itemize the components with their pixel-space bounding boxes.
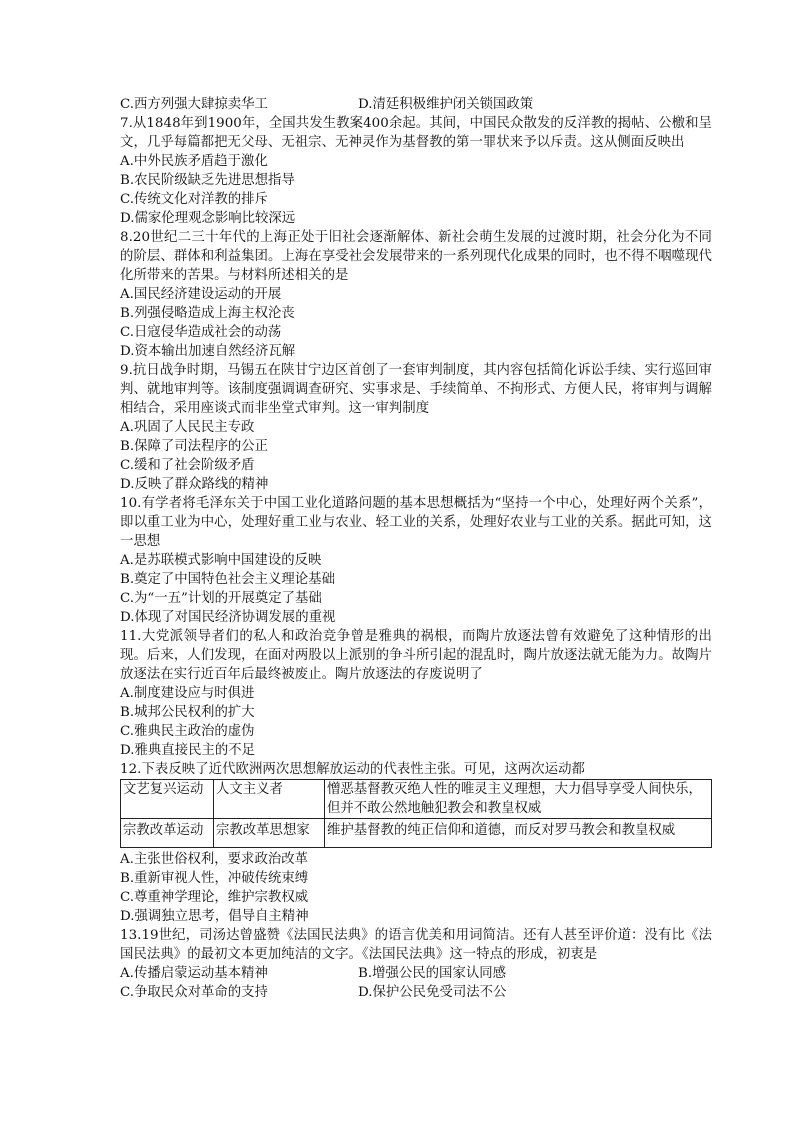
question-8	[120, 228, 712, 361]
option-b: B.重新审视人性，冲破传统束缚	[120, 871, 309, 886]
question-stem: 10.有学者将毛泽东关于中国工业化道路问题的基本思想概括为“坚持一个中心，处理好两个关系”，即以重工业为中心，处理好重工业与农业、轻工业的关系，处理好农业与工业的关系。据此可知，这一思想	[120, 496, 712, 549]
question-10	[120, 494, 712, 627]
question-11	[120, 627, 712, 760]
table-cell: 憎恶基督教灭绝人性的唯灵主义理想，大力倡导享受人间快乐，但并不敢公然地触犯教会和教皇权威	[325, 780, 712, 819]
exam-page	[120, 95, 712, 1002]
option-a: A.巩固了人民民主专政	[120, 420, 255, 435]
option-a: A.制度建设应与时俱进	[120, 686, 255, 701]
option-c: C.尊重神学理论，维护宗教权威	[120, 890, 309, 905]
option-d: D.体现了对国民经济协调发展的重视	[120, 610, 336, 625]
option-c: C.缓和了社会阶级矛盾	[120, 458, 255, 473]
option-c: C.西方列强大肆掠卖华工	[120, 97, 268, 112]
option-d: D.反映了群众路线的精神	[120, 477, 269, 492]
question-13	[120, 926, 712, 1002]
option-c: C.传统文化对洋教的排斥	[120, 192, 268, 207]
option-d: D.保护公民免受司法不公	[358, 985, 507, 1000]
table-cell: 宗教改革思想家	[214, 819, 325, 848]
movements-table	[120, 779, 712, 848]
option-a: A.主张世俗权利，要求政治改革	[120, 852, 309, 867]
table-cell: 宗教改革运动	[121, 819, 214, 848]
question-stem: 12.下表反映了近代欧洲两次思想解放运动的代表性主张。可见，这两次运动都	[120, 762, 585, 777]
options-row	[120, 983, 712, 1002]
table-row	[121, 819, 712, 848]
option-c: C.日寇侵华造成社会的动荡	[120, 325, 282, 340]
question-9	[120, 361, 712, 494]
option-b: B.城邦公民权利的扩大	[120, 705, 255, 720]
table-cell: 人文主义者	[214, 780, 325, 819]
question-12	[120, 760, 712, 926]
option-d: D.清廷积极维护闭关锁国政策	[358, 97, 534, 112]
option-d: D.儒家伦理观念影响比较深远	[120, 211, 296, 226]
question-stem: 7.从1848年到1900年，全国共发生教案400余起。其间，中国民众散发的反洋教的揭帖、公檄和呈文，几乎每篇都把无父母、无祖宗、无神灵作为基督教的第一罪状来予以斥责。这从侧面反映出	[120, 116, 712, 150]
table-row	[121, 780, 712, 819]
option-d: D.资本输出加速自然经济瓦解	[120, 344, 296, 359]
question-7	[120, 114, 712, 228]
table-cell: 文艺复兴运动	[121, 780, 214, 819]
options-row	[120, 964, 712, 983]
question-stem: 9.抗日战争时期，马锡五在陕甘宁边区首创了一套审判制度，其内容包括简化诉讼手续、实行巡回审判、就地审判等。该制度强调调查研究、实事求是、手续简单、不拘形式、方便人民，将审判与调解相结合，采用座谈式而非坐堂式审判。这一审判制度	[120, 363, 712, 416]
option-a: A.传播启蒙运动基本精神	[120, 966, 268, 981]
option-c: C.为“一五”计划的开展奠定了基础	[120, 591, 322, 606]
option-d: D.强调独立思考，倡导自主精神	[120, 909, 309, 924]
option-b: B.保障了司法程序的公正	[120, 439, 269, 454]
option-a: A.中外民族矛盾趋于激化	[120, 154, 268, 169]
question-stem: 11.大党派领导者们的私人和政治竞争曾是雅典的祸根，而陶片放逐法曾有效避免了这种情形的出现。后来，人们发现，在面对两股以上派别的争斗所引起的混乱时，陶片放逐法就无能为力。故陶片放逐法在实行近百年后最终被废止。陶片放逐法的存废说明了	[120, 629, 712, 682]
option-b: B.农民阶级缺乏先进思想指导	[120, 173, 295, 188]
question-stem: 8.20世纪二三十年代的上海正处于旧社会逐渐解体、新社会萌生发展的过渡时期，社会分化为不同的阶层、群体和利益集团。上海在享受社会发展带来的一系列现代化成果的同时，也不得不咽噬现代化所带来的苦果。与材料所述相关的是	[120, 230, 712, 283]
option-a: A.是苏联模式影响中国建设的反映	[120, 553, 322, 568]
option-d: D.雅典直接民主的不足	[120, 743, 256, 758]
option-b: B.列强侵略造成上海主权沦丧	[120, 306, 295, 321]
option-c: C.雅典民主政治的虚伪	[120, 724, 255, 739]
option-c: C.争取民众对革命的支持	[120, 985, 268, 1000]
question-stem: 13.19世纪，司汤达曾盛赞《法国民法典》的语言优美和用词简洁。还有人甚至评价道：没有比《法国民法典》的最初文本更加纯洁的文字。《法国民法典》这一特点的形成，初衷是	[120, 928, 712, 962]
prev-question-options	[120, 95, 712, 114]
table-cell: 维护基督教的纯正信仰和道德，而反对罗马教会和教皇权威	[325, 819, 712, 848]
option-b: B.奠定了中国特色社会主义理论基础	[120, 572, 335, 587]
option-b: B.增强公民的国家认同感	[358, 966, 507, 981]
option-a: A.国民经济建设运动的开展	[120, 287, 282, 302]
